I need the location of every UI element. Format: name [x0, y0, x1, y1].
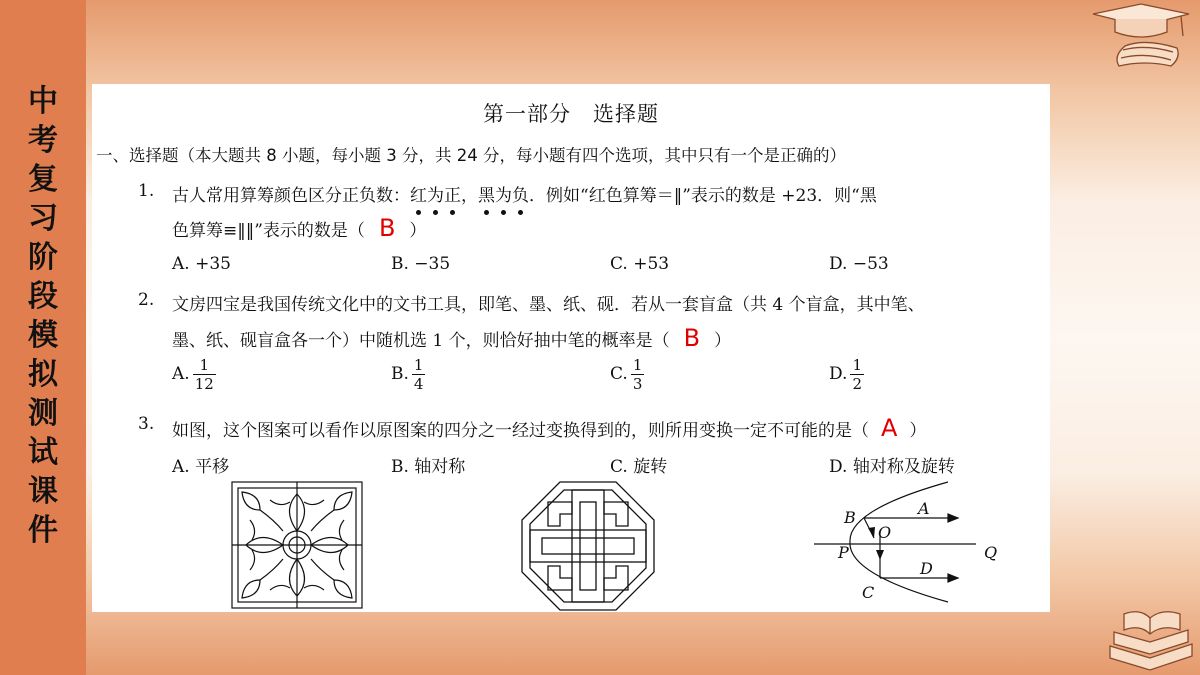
question-1-number: 1. — [138, 181, 155, 201]
q1-option-d: D. −53 — [829, 254, 889, 274]
books-icon — [1104, 606, 1198, 672]
sidebar-title-char: 中 — [28, 84, 58, 119]
question-3-number: 3. — [138, 414, 155, 434]
sidebar-title-char: 件 — [28, 513, 58, 548]
sidebar-title-char: 测 — [28, 396, 58, 431]
q1-close-paren: ） — [409, 221, 427, 241]
q1-emphasis-black-negative — [478, 186, 529, 206]
sidebar-title-char: 课 — [28, 474, 58, 509]
q2-option-a — [172, 356, 216, 393]
question-3-line-1 — [172, 414, 926, 442]
q3-answer: A — [881, 414, 898, 442]
q2-option-d-denominator: 2 — [852, 375, 862, 393]
label-B: B — [844, 508, 856, 527]
square-ornament-figure — [230, 480, 364, 610]
sidebar-title-char: 复 — [28, 162, 58, 197]
question-1-line-2 — [172, 214, 426, 242]
q2-option-d-fraction — [850, 356, 864, 393]
q2-option-b-numerator: 1 — [413, 356, 424, 374]
q3-option-a: A. 平移 — [172, 457, 230, 477]
q2-option-b-label: B. — [391, 364, 409, 384]
question-page — [92, 84, 1050, 612]
graduation-cap-icon — [1085, 2, 1197, 74]
emphasis-dot — [518, 210, 523, 215]
part-title: 第一部分 选择题 — [483, 102, 659, 126]
emphasis-dot — [450, 210, 455, 215]
label-D: D — [920, 559, 933, 578]
emphasis-char: 为 — [495, 181, 512, 206]
emphasis-char: 为 — [427, 181, 444, 206]
q2-option-c-denominator: 3 — [632, 375, 643, 393]
q2-close-paren: ） — [714, 331, 732, 351]
q2-option-c-numerator: 1 — [632, 356, 643, 374]
q3-text-line1: 如图，这个图案可以看作以原图案的四分之一经过变换得到的，则所用变换一定不可能的是（ — [172, 421, 869, 441]
q2-option-c — [610, 356, 644, 393]
question-2-line-1: 文房四宝是我国传统文化中的文书工具，即笔、墨、纸、砚．若从一套盲盒（共 4 个盲盒，其中笔、 — [172, 295, 925, 315]
q3-option-c: C. 旋转 — [610, 457, 668, 477]
q2-option-c-fraction — [631, 356, 645, 393]
parabola-reflection-figure — [808, 480, 1018, 604]
q2-option-a-fraction — [193, 356, 216, 393]
q1-answer: B — [378, 214, 396, 242]
label-O: O — [878, 523, 892, 542]
q2-option-a-denominator: 12 — [194, 375, 214, 393]
q2-text-line2: 墨、纸、砚盲盒各一个）中随机选 1 个，则恰好抽中笔的概率是（ — [172, 331, 670, 351]
sidebar-title-char: 模 — [28, 318, 58, 353]
q2-option-b-fraction — [412, 356, 426, 393]
question-1-line-1 — [172, 181, 877, 206]
emphasis-dot — [501, 210, 506, 215]
label-Q: Q — [984, 543, 998, 562]
sidebar-title-char: 段 — [28, 279, 58, 314]
sidebar-title-char: 拟 — [28, 357, 58, 392]
q2-option-c-label: C. — [610, 364, 628, 384]
label-P: P — [838, 543, 849, 562]
q1-text-a: 古人常用算筹颜色区分正负数： — [172, 186, 410, 206]
question-2-number: 2. — [138, 290, 155, 310]
q1-text-line2: 色算筹≡‖‖”表示的数是（ — [172, 221, 365, 241]
emphasis-char: 黑 — [478, 181, 495, 206]
sidebar-title-char: 考 — [28, 123, 58, 158]
emphasis-char: 红 — [410, 181, 427, 206]
q2-option-b — [391, 356, 425, 393]
q2-option-d-numerator: 1 — [852, 356, 862, 374]
sidebar-title-char: 试 — [28, 435, 58, 470]
emphasis-char: 正 — [444, 181, 461, 206]
q3-option-b: B. 轴对称 — [391, 457, 466, 477]
q2-option-a-label: A. — [172, 364, 190, 384]
q1-option-a: A. +35 — [172, 254, 231, 274]
section-heading: 一、选择题（本大题共 8 小题，每小题 3 分，共 24 分，每小题有四个选项，其中只有一个是正确的） — [96, 146, 846, 165]
q2-option-b-denominator: 4 — [413, 375, 424, 393]
sidebar-title-char: 阶 — [28, 240, 58, 275]
q1-option-b: B. −35 — [391, 254, 451, 274]
label-A: A — [918, 499, 930, 518]
vertical-title — [0, 82, 86, 550]
emphasis-dot — [433, 210, 438, 215]
q1-separator: ， — [461, 186, 478, 206]
q1-option-c: C. +53 — [610, 254, 670, 274]
q2-option-a-numerator: 1 — [193, 356, 216, 375]
q1-emphasis-red-positive — [410, 186, 461, 206]
label-C: C — [862, 583, 875, 602]
emphasis-char: 负 — [512, 181, 529, 206]
q3-close-paren: ） — [909, 421, 927, 441]
q2-answer: B — [683, 324, 701, 352]
q2-option-d — [829, 356, 864, 393]
octagon-lattice-figure — [520, 480, 656, 612]
q1-text-b: ．例如“红色算筹＝‖”表示的数是 +23．则“黑 — [529, 186, 877, 206]
sidebar-title-char: 习 — [28, 201, 58, 236]
question-2-line-2 — [172, 324, 731, 352]
q3-option-d: D. 轴对称及旋转 — [829, 457, 955, 477]
emphasis-dot — [484, 210, 489, 215]
q2-option-d-label: D. — [829, 364, 848, 384]
